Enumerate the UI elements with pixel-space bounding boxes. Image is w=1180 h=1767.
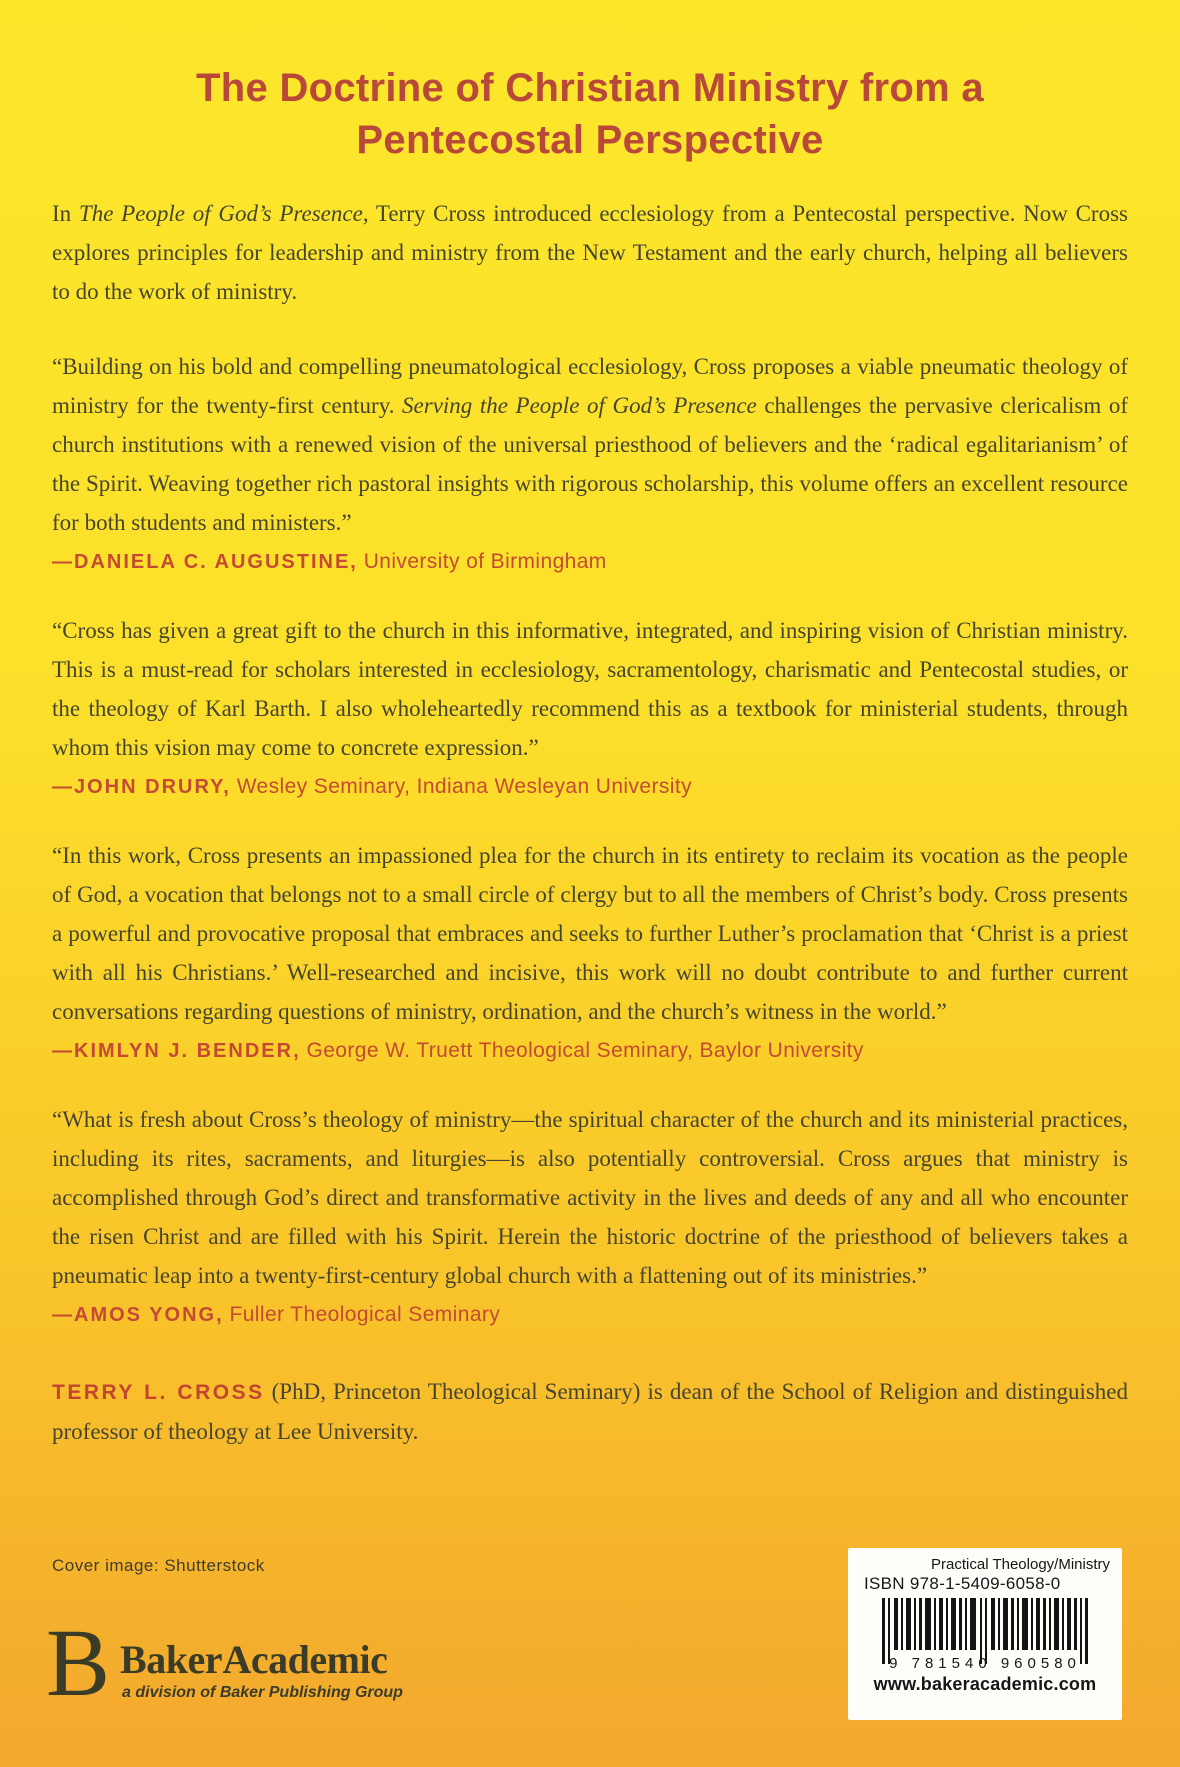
barcode-graphic bbox=[868, 1598, 1102, 1672]
barcode-digits: 9 781540 960580 bbox=[889, 1655, 1081, 1672]
title-line-1: The Doctrine of Christian Ministry from a bbox=[196, 66, 984, 110]
endorser-name-1: —DANIELA C. AUGUSTINE, bbox=[52, 551, 358, 573]
author-name: TERRY L. CROSS bbox=[52, 1381, 265, 1404]
endorser-affiliation-2: Wesley Seminary, Indiana Wesleyan University bbox=[236, 775, 692, 798]
blurb-2-text-pre: “Cross has given a great gift to the church in this informative, integrated, and inspiring vision of Christian ministry. This is a must-read for scholars interested in ecclesiology, sacramentology, charismatic and Pentecostal studies, or the theology of Karl Barth. I also wholeheartedly recommend this as a textbook for ministerial students, through whom this vision may come to concrete expression.” bbox=[52, 618, 1128, 760]
isbn-box bbox=[848, 1548, 1122, 1720]
blurb-quote-2 bbox=[52, 611, 1128, 767]
title-line-2: Pentecostal Perspective bbox=[356, 118, 824, 162]
endorser-name-4: —AMOS YONG, bbox=[52, 1304, 224, 1326]
isbn-label: ISBN 978-1-5409-6058-0 bbox=[864, 1574, 1061, 1593]
intro-text-pre: In bbox=[52, 201, 79, 226]
blurb-1-text-pre: “Building on his bold and compelling pneumatological ecclesiology, Cross proposes a viable pneumatic theology of ministry for the twenty-first century. bbox=[52, 354, 1128, 418]
publisher-website: www.bakeracademic.com bbox=[873, 1674, 1097, 1694]
endorser-name-3: —KIMLYN J. BENDER, bbox=[52, 1040, 301, 1062]
intro-text-post: , Terry Cross introduced ecclesiology from a Pentecostal perspective. Now Cross explores principles for leadership and ministry from the New Testament and the early church, helping all believers to do the work of ministry. bbox=[52, 201, 1128, 304]
blurb-attribution-2 bbox=[52, 774, 1128, 800]
endorser-name-2: —JOHN DRURY, bbox=[52, 776, 231, 798]
blurb-attribution-3 bbox=[52, 1038, 1128, 1064]
cover-image-credit: Cover image: Shutterstock bbox=[52, 1556, 265, 1575]
publisher-logo-text bbox=[120, 1637, 403, 1702]
intro-italic-book-title: The People of God’s Presence bbox=[78, 201, 363, 226]
blurb-3-text-pre: “In this work, Cross presents an impassioned plea for the church in its entirety to reclaim its vocation as the people of God, a vocation that belongs not to a small circle of clergy but to all the members of Christ’s body. Cross presents a powerful and provocative proposal that embraces and seeks to further Luther’s proclamation that ‘Christ is a priest with all his Christians.’ Well-researched and incisive, this work will no doubt contribute to and further current conversations regarding questions of ministry, ordination, and the church’s witness in the world.” bbox=[52, 843, 1128, 1024]
category-label: Practical Theology/Ministry bbox=[931, 1556, 1110, 1573]
endorser-affiliation-1: University of Birmingham bbox=[363, 550, 607, 573]
blurb-attribution-4 bbox=[52, 1302, 1128, 1328]
baker-b-logo-icon: B bbox=[46, 1609, 111, 1716]
publisher-name: Baker Academic bbox=[120, 1637, 388, 1682]
endorser-affiliation-4: Fuller Theological Seminary bbox=[229, 1303, 501, 1326]
intro-paragraph bbox=[52, 194, 1128, 311]
publisher-logo bbox=[46, 1609, 403, 1716]
author-bio-text: (PhD, Princeton Theological Seminary) is dean of the School of Religion and distinguished professor of theology at Lee University. bbox=[52, 1379, 1128, 1444]
endorser-affiliation-3: George W. Truett Theological Seminary, Baylor University bbox=[306, 1039, 864, 1062]
blurb-4-text-pre: “What is fresh about Cross’s theology of ministry—the spiritual character of the church and its ministerial practices, including its rites, sacraments, and liturgies—is also potentially controversial. Cross argues that ministry is accomplished through God’s direct and transformative activity in the lives and deeds of any and all who encounter the risen Christ and are filled with his Spirit. Herein the historic doctrine of the priesthood of believers takes a pneumatic leap into a twenty-first-century global church with a flattening out of its ministries.” bbox=[52, 1107, 1128, 1288]
blurb-attribution-1 bbox=[52, 549, 1128, 575]
blurb-1-text-post: challenges the pervasive clericalism of church institutions with a renewed vision of the universal priesthood of believers and the ‘radical egalitarianism’ of the Spirit. Weaving together rich pastoral insights with rigorous scholarship, this volume offers an excellent resource for both students and ministers.” bbox=[52, 393, 1128, 535]
blurb-quote-1 bbox=[52, 347, 1128, 542]
blurb-1-italic-book-title: Serving the People of God’s Presence bbox=[402, 393, 757, 418]
author-bio bbox=[52, 1372, 1128, 1451]
blurb-quote-3 bbox=[52, 836, 1128, 1031]
blurb-quote-4 bbox=[52, 1100, 1128, 1295]
publisher-tagline: a division of Baker Publishing Group bbox=[122, 1684, 403, 1701]
book-subtitle-heading bbox=[52, 0, 1128, 166]
